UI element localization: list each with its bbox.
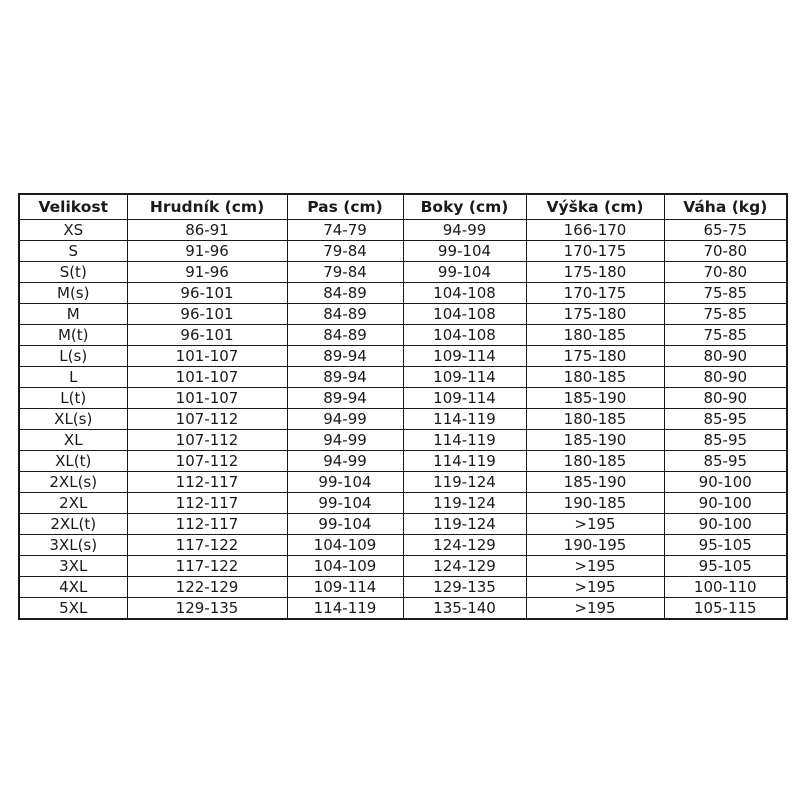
measurement-cell: 86-91 <box>127 220 287 241</box>
measurement-cell: 175-180 <box>526 262 664 283</box>
measurement-cell: 114-119 <box>403 430 526 451</box>
column-header-pas: Pas (cm) <box>287 194 403 220</box>
measurement-cell: 101-107 <box>127 346 287 367</box>
column-header-vyska: Výška (cm) <box>526 194 664 220</box>
size-label-cell: 3XL <box>19 556 127 577</box>
measurement-cell: 114-119 <box>287 598 403 620</box>
measurement-cell: 89-94 <box>287 346 403 367</box>
size-label-cell: M(s) <box>19 283 127 304</box>
measurement-cell: 180-185 <box>526 451 664 472</box>
table-row <box>19 430 787 451</box>
size-label-cell: XL <box>19 430 127 451</box>
measurement-cell: 129-135 <box>403 577 526 598</box>
table-row <box>19 262 787 283</box>
measurement-cell: >195 <box>526 598 664 620</box>
measurement-cell: 166-170 <box>526 220 664 241</box>
measurement-cell: 170-175 <box>526 283 664 304</box>
measurement-cell: 104-109 <box>287 556 403 577</box>
measurement-cell: 84-89 <box>287 304 403 325</box>
table-row <box>19 598 787 620</box>
measurement-cell: 75-85 <box>664 325 787 346</box>
measurement-cell: 109-114 <box>403 388 526 409</box>
table-row <box>19 283 787 304</box>
table-row <box>19 451 787 472</box>
measurement-cell: 89-94 <box>287 388 403 409</box>
size-label-cell: L(s) <box>19 346 127 367</box>
measurement-cell: 117-122 <box>127 535 287 556</box>
measurement-cell: 109-114 <box>287 577 403 598</box>
measurement-cell: 180-185 <box>526 367 664 388</box>
table-row <box>19 556 787 577</box>
size-table-body <box>19 220 787 620</box>
size-label-cell: S(t) <box>19 262 127 283</box>
measurement-cell: 65-75 <box>664 220 787 241</box>
measurement-cell: 114-119 <box>403 451 526 472</box>
measurement-cell: 95-105 <box>664 556 787 577</box>
measurement-cell: 74-79 <box>287 220 403 241</box>
measurement-cell: 95-105 <box>664 535 787 556</box>
measurement-cell: 119-124 <box>403 472 526 493</box>
measurement-cell: 101-107 <box>127 388 287 409</box>
measurement-cell: 190-185 <box>526 493 664 514</box>
measurement-cell: 96-101 <box>127 283 287 304</box>
measurement-cell: 79-84 <box>287 262 403 283</box>
measurement-cell: 175-180 <box>526 346 664 367</box>
table-row <box>19 493 787 514</box>
measurement-cell: 114-119 <box>403 409 526 430</box>
size-label-cell: L <box>19 367 127 388</box>
table-row <box>19 241 787 262</box>
measurement-cell: 85-95 <box>664 451 787 472</box>
measurement-cell: 104-109 <box>287 535 403 556</box>
measurement-cell: 99-104 <box>287 472 403 493</box>
measurement-cell: 112-117 <box>127 472 287 493</box>
measurement-cell: 84-89 <box>287 283 403 304</box>
measurement-cell: 90-100 <box>664 493 787 514</box>
measurement-cell: 119-124 <box>403 493 526 514</box>
column-header-velikost: Velikost <box>19 194 127 220</box>
measurement-cell: 84-89 <box>287 325 403 346</box>
table-row <box>19 325 787 346</box>
table-row <box>19 535 787 556</box>
measurement-cell: 94-99 <box>287 409 403 430</box>
measurement-cell: 119-124 <box>403 514 526 535</box>
size-label-cell: 2XL <box>19 493 127 514</box>
size-label-cell: 3XL(s) <box>19 535 127 556</box>
measurement-cell: 70-80 <box>664 262 787 283</box>
size-label-cell: M <box>19 304 127 325</box>
measurement-cell: 190-195 <box>526 535 664 556</box>
measurement-cell: 94-99 <box>287 451 403 472</box>
size-table-header <box>19 194 787 220</box>
measurement-cell: 94-99 <box>403 220 526 241</box>
table-row <box>19 472 787 493</box>
measurement-cell: 100-110 <box>664 577 787 598</box>
measurement-cell: 90-100 <box>664 514 787 535</box>
measurement-cell: 129-135 <box>127 598 287 620</box>
measurement-cell: 175-180 <box>526 304 664 325</box>
size-label-cell: XL(s) <box>19 409 127 430</box>
table-row <box>19 346 787 367</box>
measurement-cell: 107-112 <box>127 409 287 430</box>
measurement-cell: 124-129 <box>403 535 526 556</box>
measurement-cell: >195 <box>526 556 664 577</box>
column-header-hrudnik: Hrudník (cm) <box>127 194 287 220</box>
column-header-vaha: Váha (kg) <box>664 194 787 220</box>
measurement-cell: 112-117 <box>127 493 287 514</box>
table-row <box>19 304 787 325</box>
measurement-cell: 104-108 <box>403 325 526 346</box>
table-row <box>19 409 787 430</box>
measurement-cell: 124-129 <box>403 556 526 577</box>
measurement-cell: 91-96 <box>127 262 287 283</box>
table-row <box>19 514 787 535</box>
measurement-cell: 117-122 <box>127 556 287 577</box>
measurement-cell: 104-108 <box>403 304 526 325</box>
measurement-cell: 99-104 <box>287 514 403 535</box>
measurement-cell: 94-99 <box>287 430 403 451</box>
measurement-cell: 96-101 <box>127 325 287 346</box>
size-label-cell: L(t) <box>19 388 127 409</box>
measurement-cell: >195 <box>526 514 664 535</box>
table-row <box>19 388 787 409</box>
measurement-cell: 109-114 <box>403 346 526 367</box>
measurement-cell: 101-107 <box>127 367 287 388</box>
measurement-cell: 112-117 <box>127 514 287 535</box>
measurement-cell: 180-185 <box>526 409 664 430</box>
size-label-cell: 2XL(s) <box>19 472 127 493</box>
measurement-cell: 70-80 <box>664 241 787 262</box>
table-row <box>19 220 787 241</box>
size-label-cell: M(t) <box>19 325 127 346</box>
measurement-cell: 107-112 <box>127 451 287 472</box>
measurement-cell: 91-96 <box>127 241 287 262</box>
measurement-cell: 185-190 <box>526 388 664 409</box>
size-label-cell: 5XL <box>19 598 127 620</box>
header-row <box>19 194 787 220</box>
column-header-boky: Boky (cm) <box>403 194 526 220</box>
size-label-cell: 4XL <box>19 577 127 598</box>
table-row <box>19 577 787 598</box>
measurement-cell: 80-90 <box>664 388 787 409</box>
measurement-cell: 104-108 <box>403 283 526 304</box>
measurement-cell: 85-95 <box>664 409 787 430</box>
measurement-cell: 135-140 <box>403 598 526 620</box>
measurement-cell: 107-112 <box>127 430 287 451</box>
size-label-cell: S <box>19 241 127 262</box>
measurement-cell: 80-90 <box>664 346 787 367</box>
measurement-cell: 109-114 <box>403 367 526 388</box>
measurement-cell: 185-190 <box>526 472 664 493</box>
measurement-cell: 122-129 <box>127 577 287 598</box>
measurement-cell: 96-101 <box>127 304 287 325</box>
measurement-cell: 185-190 <box>526 430 664 451</box>
measurement-cell: 180-185 <box>526 325 664 346</box>
measurement-cell: 90-100 <box>664 472 787 493</box>
measurement-cell: 80-90 <box>664 367 787 388</box>
table-row <box>19 367 787 388</box>
measurement-cell: >195 <box>526 577 664 598</box>
measurement-cell: 79-84 <box>287 241 403 262</box>
measurement-cell: 89-94 <box>287 367 403 388</box>
measurement-cell: 99-104 <box>287 493 403 514</box>
size-table <box>18 193 788 620</box>
measurement-cell: 170-175 <box>526 241 664 262</box>
measurement-cell: 99-104 <box>403 262 526 283</box>
measurement-cell: 99-104 <box>403 241 526 262</box>
measurement-cell: 75-85 <box>664 283 787 304</box>
size-label-cell: XL(t) <box>19 451 127 472</box>
size-label-cell: 2XL(t) <box>19 514 127 535</box>
measurement-cell: 85-95 <box>664 430 787 451</box>
measurement-cell: 75-85 <box>664 304 787 325</box>
measurement-cell: 105-115 <box>664 598 787 620</box>
size-label-cell: XS <box>19 220 127 241</box>
